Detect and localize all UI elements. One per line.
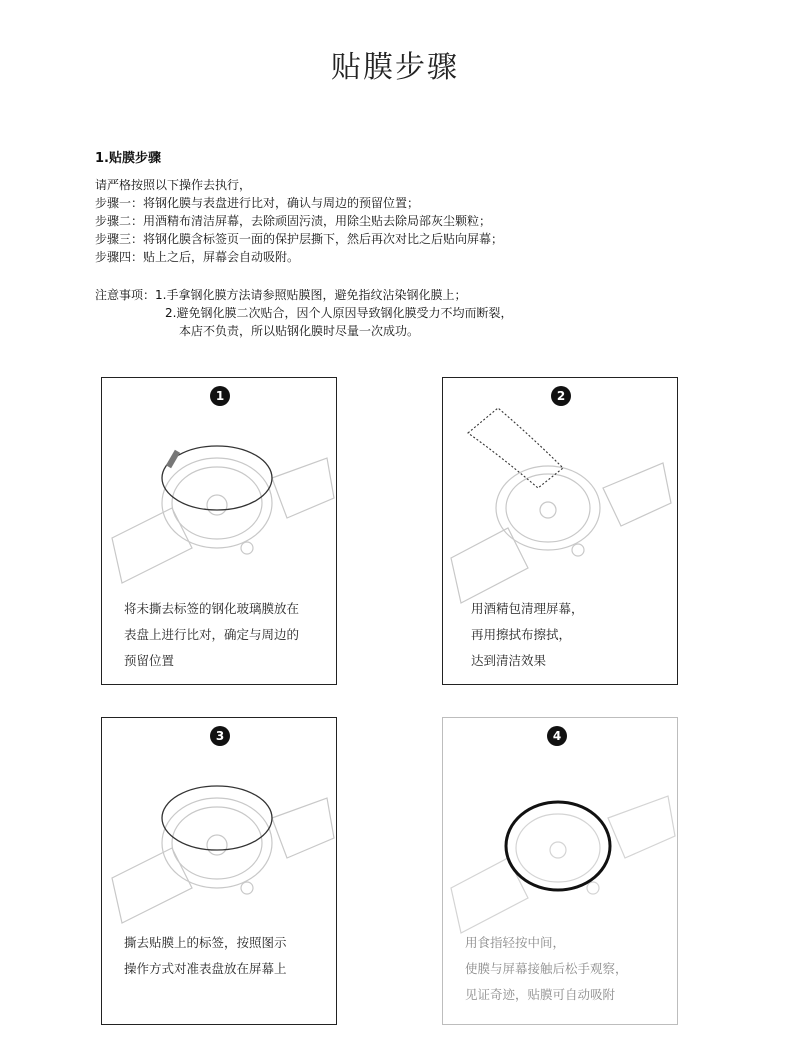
step-caption-line: 操作方式对准表盘放在屏幕上	[124, 961, 287, 976]
step-number-badge: 3	[210, 726, 230, 746]
step-card-3	[101, 717, 337, 1025]
step-card-4	[442, 717, 678, 1025]
cleaning-cloth-icon	[468, 408, 563, 488]
notes-label: 注意事项：	[95, 288, 156, 302]
step-card-2	[442, 377, 678, 685]
step-caption-line: 用食指轻按中间，	[465, 935, 566, 950]
step-caption-line: 用酒精包清理屏幕，	[471, 601, 584, 616]
step-caption-line: 撕去贴膜上的标签，按照图示	[124, 935, 287, 950]
step-two-line: 步骤二：用酒精布清洁屏幕，去除顽固污渍，用除尘贴去除局部灰尘颗粒；	[95, 214, 492, 228]
note-item: 本店不负责，所以贴钢化膜时尽量一次成功。	[179, 324, 420, 338]
note-item: 2.避免钢化膜二次贴合，因个人原因导致钢化膜受力不均而断裂，	[165, 306, 513, 320]
step-caption-line: 再用擦拭布擦拭，	[471, 627, 572, 642]
step-caption-line: 预留位置	[124, 653, 175, 668]
step-caption-line: 达到清洁效果	[471, 653, 547, 668]
step-caption-line: 使膜与屏幕接触后松手观察，	[465, 961, 628, 976]
section-heading: 1.贴膜步骤	[95, 151, 161, 166]
step-four-line: 步骤四：贴上之后，屏幕会自动吸附。	[95, 250, 300, 264]
instructions-section	[95, 150, 715, 340]
step-caption-line: 将未撕去标签的钢化玻璃膜放在	[124, 601, 300, 616]
step-one-line: 步骤一：将钢化膜与表盘进行比对，确认与周边的预留位置；	[95, 196, 420, 210]
page-title: 贴膜步骤	[331, 50, 459, 86]
step-caption-line: 表盘上进行比对，确定与周边的	[124, 627, 300, 642]
step-caption-line: 见证奇迹，贴膜可自动吸附	[465, 987, 616, 1002]
step-three-line: 步骤三：将钢化膜含标签页一面的保护层撕下，然后再次对比之后贴向屏幕；	[95, 232, 504, 246]
tab-label-icon	[166, 450, 180, 469]
step-card-1	[101, 377, 337, 685]
step-number-badge: 4	[547, 726, 567, 746]
note-item: 1.手拿钢化膜方法请参照贴膜图，避免指纹沾染钢化膜上；	[155, 288, 467, 302]
notes-row-1	[95, 286, 715, 304]
applied-film-outline	[506, 802, 610, 890]
instruction-line: 请严格按照以下操作去执行，	[95, 178, 252, 192]
step-number-badge: 2	[551, 386, 571, 406]
step-number-badge: 1	[210, 386, 230, 406]
